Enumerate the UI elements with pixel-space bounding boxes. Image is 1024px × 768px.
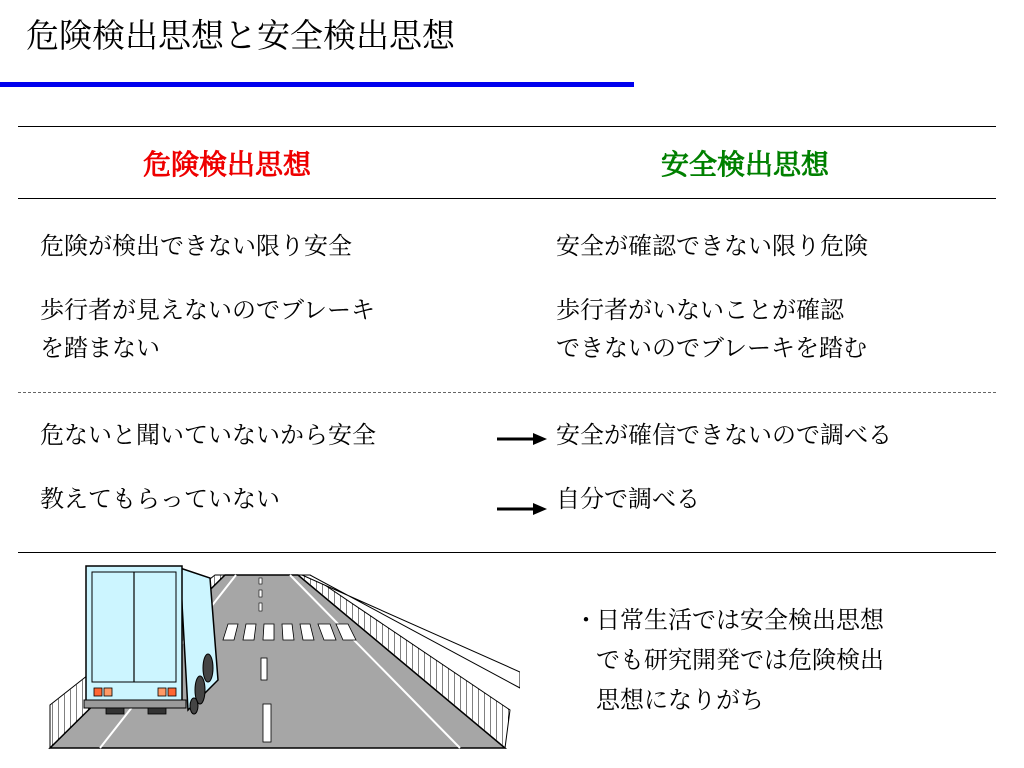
table-dashed-divider [18,392,996,393]
table-header-rule [18,198,996,199]
danger-detection-heading: 危険検出思想 [143,148,312,181]
truck-road-illustration [40,560,520,750]
safe-cell-2-line-2: できないのでブレーキを踏む [556,334,868,362]
note-line-3: 思想になりがち [596,686,764,714]
table-top-rule [18,126,996,127]
safe-cell-2-line-1: 歩行者がいないことが確認 [556,296,844,324]
summary-note [574,600,884,720]
right-arrow-icon [497,432,547,446]
danger-cell-2-line-2: を踏まない [40,334,160,362]
safe-cell-4: 自分で調べる [556,485,700,513]
danger-cell-1: 危険が検出できない限り安全 [40,232,352,260]
table-bottom-rule [18,552,996,553]
danger-cell-3: 危ないと聞いていないから安全 [40,421,376,449]
page-title: 危険検出思想と安全検出思想 [26,16,455,55]
title-underline [0,82,634,87]
danger-cell-2-line-1: 歩行者が見えないのでブレーキ [40,296,376,324]
note-bullet: ・ [574,606,598,634]
safe-cell-3: 安全が確信できないので調べる [556,421,892,449]
safe-cell-1: 安全が確認できない限り危険 [556,232,868,260]
danger-cell-4: 教えてもらっていない [40,485,280,513]
note-line-1: ・日常生活では安全検出思想 [574,600,884,640]
note-line-2: でも研究開発では危険検出 [596,646,884,674]
safety-detection-heading: 安全検出思想 [661,148,830,181]
right-arrow-icon [497,502,547,516]
